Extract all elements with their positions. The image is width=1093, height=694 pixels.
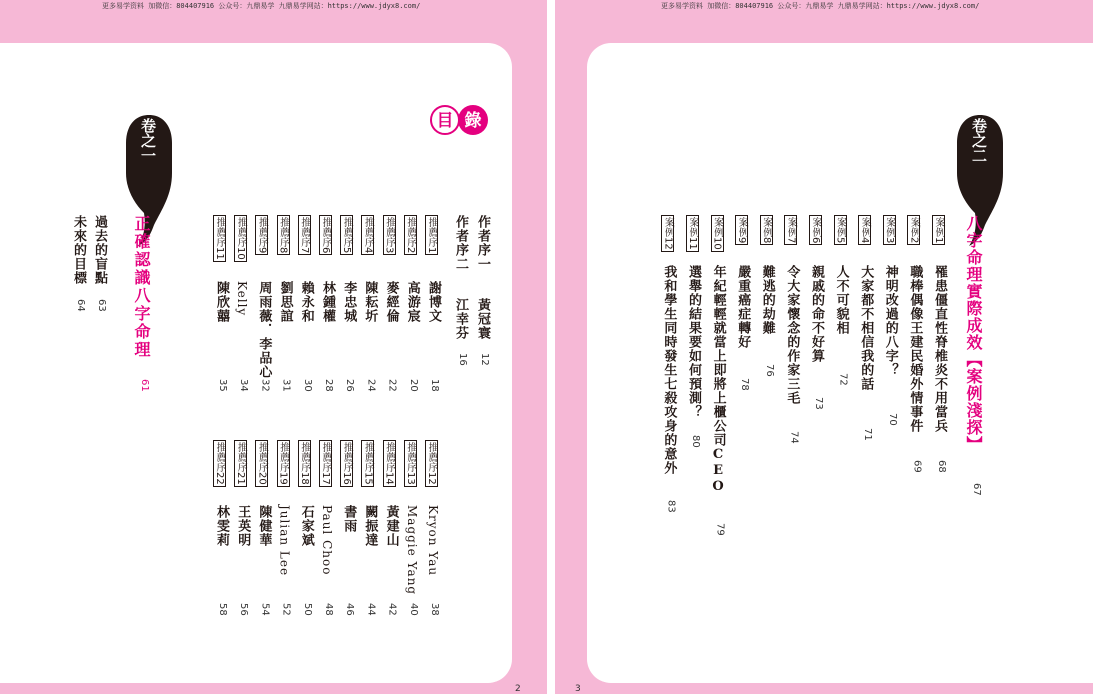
case-1-badge-number: 1	[933, 237, 944, 244]
recommend-17-badge-number: 17	[320, 472, 331, 485]
recommend-7-badge	[298, 215, 311, 255]
case-2-badge	[907, 215, 920, 245]
preface-1-name: 黃冠寰	[475, 298, 490, 340]
recommend-13-name: Maggie Yang	[404, 505, 419, 596]
recommend-21-badge	[234, 440, 247, 487]
chapter-1-title: 正確認識八字命理	[132, 215, 151, 359]
recommend-5-badge-number: 5	[341, 247, 353, 254]
case-7-badge-text: 案例	[785, 217, 797, 237]
preface-1-page: 12	[479, 353, 490, 366]
recommend-4-name: 陳耘圻	[362, 281, 378, 323]
recommend-22-badge-number: 22	[214, 472, 225, 485]
case-5-badge	[834, 215, 847, 245]
recommend-22-name: 林雯莉	[214, 505, 229, 547]
case-7-title: 令大家懷念的作家三毛	[784, 265, 800, 405]
recommend-5-page: 26	[344, 379, 356, 392]
case-4-badge	[858, 215, 871, 245]
recommend-9-page: 32	[259, 379, 271, 392]
recommend-14-badge-number: 14	[383, 472, 395, 485]
recommend-17-page: 48	[323, 603, 334, 616]
recommend-15-badge-number: 15	[362, 472, 374, 485]
recommend-4-badge-number: 4	[362, 247, 374, 254]
recommend-10-badge-number: 10	[235, 247, 247, 260]
recommend-4-badge-text: 推薦序	[362, 217, 374, 247]
recommend-18-badge-number: 18	[298, 472, 310, 485]
watermark-text-right: 更多易学资料 加微信：804407916 公众号：九鼎易学 九鼎易学网站：https://www.jdyx8.com/	[661, 2, 980, 10]
recommend-16-badge	[340, 440, 353, 487]
preface-2-name: 江幸芬	[453, 298, 468, 340]
case-11-title: 選舉的結果要如何預測？	[686, 265, 701, 419]
recommend-1-page: 18	[429, 379, 440, 392]
case-4-title: 大家都不相信我的話	[858, 265, 874, 391]
toc-heading-mu: 目	[436, 111, 454, 131]
recommend-17-badge-text: 推薦序	[320, 442, 331, 472]
case-6-badge-number: 6	[810, 237, 821, 244]
recommend-6-badge	[319, 215, 332, 255]
recommend-11-badge-text: 推薦序	[214, 217, 225, 247]
recommend-3-page: 22	[386, 379, 398, 392]
case-6-title: 親戚的命不好算	[809, 265, 824, 363]
recommend-21-name: 王英明	[235, 505, 251, 547]
recommend-12-badge	[425, 440, 438, 487]
right-page-panel	[587, 43, 1093, 683]
recommend-20-page: 54	[259, 603, 271, 616]
watermark-text: 更多易学资料 加微信：804407916 公众号：九鼎易学 九鼎易学网站：https://www.jdyx8.com/	[102, 2, 421, 10]
recommend-1-name: 謝博文	[426, 281, 441, 323]
preface-2-label: 作者序二	[453, 215, 468, 271]
recommend-10-badge-text: 推薦序	[235, 217, 247, 247]
recommend-1-badge-text: 推薦序	[426, 217, 437, 247]
chapter-1-item-1-title: 過去的盲點	[92, 215, 107, 285]
recommend-20-badge-number: 20	[256, 472, 268, 485]
case-7-badge-number: 7	[785, 237, 797, 244]
case-5-title: 人不可貌相	[833, 265, 849, 335]
chapter-1-item-2-page: 64	[75, 299, 86, 312]
recommend-12-page: 38	[429, 603, 440, 616]
case-11-badge-text: 案例	[687, 217, 698, 237]
case-4-page: 71	[862, 428, 874, 441]
recommend-20-badge	[255, 440, 268, 487]
recommend-15-badge-text: 推薦序	[362, 442, 374, 472]
case-8-title: 難逃的劫難	[759, 265, 775, 335]
case-1-badge	[932, 215, 945, 245]
recommend-17-badge	[319, 440, 332, 487]
recommend-5-badge	[340, 215, 353, 255]
recommend-8-badge-number: 8	[277, 247, 289, 254]
recommend-7-page: 30	[301, 379, 313, 392]
recommend-3-name: 麥經倫	[383, 281, 399, 323]
recommend-10-name: Kelly	[235, 281, 250, 317]
left-page-panel	[0, 43, 512, 683]
case-9-title: 嚴重癌症轉好	[735, 265, 751, 349]
preface-1-label: 作者序一	[475, 215, 490, 271]
volume-label: 卷之一	[139, 118, 157, 163]
recommend-20-badge-text: 推薦序	[256, 442, 268, 472]
case-2-title: 職棒偶像王建民婚外情事件	[907, 265, 923, 433]
case-8-badge	[760, 215, 773, 245]
recommend-13-badge-number: 13	[404, 472, 416, 485]
case-1-badge-text: 案例	[933, 217, 944, 237]
recommend-1-badge	[425, 215, 438, 255]
recommend-6-badge-number: 6	[320, 247, 331, 254]
case-6-badge	[809, 215, 822, 245]
case-3-badge-number: 3	[883, 237, 895, 244]
case-9-badge	[735, 215, 748, 245]
recommend-11-badge	[213, 215, 226, 262]
recommend-9-badge-number: 9	[256, 247, 268, 254]
recommend-10-badge	[234, 215, 247, 262]
case-8-page: 76	[763, 364, 775, 377]
toc-heading-lu: 錄	[464, 111, 482, 131]
case-6-badge-text: 案例	[810, 217, 821, 237]
recommend-22-badge-text: 推薦序	[214, 442, 225, 472]
case-10-badge-text: 案例	[711, 217, 723, 237]
case-2-badge-text: 案例	[908, 217, 920, 237]
recommend-19-badge-text: 推薦序	[277, 442, 289, 472]
recommend-21-page: 56	[238, 603, 250, 616]
recommend-4-page: 24	[365, 379, 377, 392]
case-1-title: 罹患僵直性脊椎炎不用當兵	[932, 265, 947, 433]
recommend-7-name: 賴永和	[298, 281, 314, 323]
case-5-badge-text: 案例	[834, 217, 846, 237]
recommend-13-page: 40	[407, 603, 419, 616]
recommend-15-badge	[361, 440, 374, 487]
preface-2-page: 16	[457, 353, 468, 366]
right-page	[555, 0, 1093, 694]
recommend-2-badge	[404, 215, 417, 255]
case-5-badge-number: 5	[834, 237, 846, 244]
case-1-page: 68	[936, 460, 947, 473]
case-12-badge	[661, 215, 674, 252]
toc-heading-icon	[428, 103, 518, 137]
recommend-21-badge-text: 推薦序	[235, 442, 247, 472]
case-9-page: 78	[739, 378, 751, 391]
case-9-badge-number: 9	[736, 237, 748, 244]
recommend-3-badge	[383, 215, 396, 255]
case-10-page: 79	[714, 523, 726, 536]
case-4-badge-text: 案例	[859, 217, 871, 237]
recommend-8-badge	[277, 215, 290, 255]
case-10-badge	[711, 215, 724, 252]
recommend-17-name: Paul Choo	[320, 505, 334, 576]
recommend-19-badge	[277, 440, 290, 487]
recommend-6-badge-text: 推薦序	[320, 217, 331, 247]
case-8-badge-text: 案例	[760, 217, 772, 237]
recommend-2-name: 高游宸	[404, 281, 420, 323]
recommend-18-badge	[298, 440, 311, 487]
recommend-19-name: Julian Lee	[277, 505, 292, 577]
recommend-16-page: 46	[344, 603, 356, 616]
case-2-badge-number: 2	[908, 237, 920, 244]
recommend-13-badge	[404, 440, 417, 487]
recommend-2-badge-text: 推薦序	[404, 217, 416, 247]
recommend-18-name: 石家斌	[298, 505, 314, 547]
page-number-left: 2	[515, 684, 521, 694]
recommend-6-page: 28	[323, 379, 334, 392]
recommend-14-badge	[383, 440, 396, 487]
case-12-title: 我和學生同時發生七殺攻身的意外	[661, 265, 677, 475]
case-10-badge-number: 10	[711, 237, 723, 250]
recommend-11-badge-number: 11	[214, 247, 225, 260]
recommend-15-page: 44	[365, 603, 377, 616]
case-10-title: 年紀輕輕就當上即將上櫃公司CEO	[710, 265, 726, 495]
case-8-badge-number: 8	[760, 237, 772, 244]
case-11-page: 80	[690, 435, 701, 448]
chapter-1-page: 61	[139, 379, 150, 392]
case-5-page: 72	[837, 373, 849, 386]
case-11-badge	[686, 215, 699, 252]
recommend-18-page: 50	[301, 603, 313, 616]
case-9-badge-text: 案例	[736, 217, 748, 237]
case-12-badge-number: 12	[662, 237, 674, 250]
recommend-16-name: 書雨	[341, 505, 357, 533]
case-3-page: 70	[886, 413, 898, 426]
recommend-2-badge-number: 2	[404, 247, 416, 254]
recommend-18-badge-text: 推薦序	[298, 442, 310, 472]
recommend-21-badge-number: 21	[235, 472, 247, 485]
recommend-19-badge-number: 19	[277, 472, 289, 485]
recommend-11-name: 陳欣囍	[214, 281, 229, 323]
case-3-title: 神明改過的八字？	[882, 265, 898, 377]
chapter-1-item-1-page: 63	[96, 299, 107, 312]
recommend-16-badge-number: 16	[341, 472, 353, 485]
recommend-3-badge-number: 3	[383, 247, 395, 254]
recommend-12-name: Kryon Yau	[426, 505, 440, 577]
recommend-9-badge-text: 推薦序	[256, 217, 268, 247]
recommend-8-badge-text: 推薦序	[277, 217, 289, 247]
recommend-13-badge-text: 推薦序	[404, 442, 416, 472]
chapter-2-title: 八字命理實際成效【案例淺探】	[964, 215, 983, 453]
recommend-14-name: 黃建山	[383, 505, 399, 547]
recommend-20-name: 陳健華	[256, 505, 272, 547]
case-7-page: 74	[788, 431, 800, 444]
recommend-7-badge-number: 7	[298, 247, 310, 254]
case-6-page: 73	[813, 397, 824, 410]
recommend-1-badge-number: 1	[426, 247, 437, 254]
page-number-right: 3	[575, 684, 581, 694]
recommend-19-page: 52	[280, 603, 292, 616]
chapter-1-item-2-title: 未來的目標	[71, 215, 86, 285]
recommend-16-badge-text: 推薦序	[341, 442, 353, 472]
recommend-10-page: 34	[238, 379, 250, 392]
chapter-2-page: 67	[971, 483, 982, 496]
recommend-3-badge-text: 推薦序	[383, 217, 395, 247]
case-12-page: 83	[665, 500, 677, 513]
page-gutter	[547, 0, 555, 694]
case-3-badge	[883, 215, 896, 245]
case-12-badge-text: 案例	[662, 217, 674, 237]
case-3-badge-text: 案例	[883, 217, 895, 237]
recommend-11-page: 35	[217, 379, 228, 392]
recommend-5-name: 李忠城	[341, 281, 357, 323]
volume-label-2: 卷之二	[970, 118, 988, 163]
recommend-4-badge	[361, 215, 374, 255]
recommend-22-badge	[213, 440, 226, 487]
recommend-8-name: 劉思誼	[277, 281, 293, 323]
case-4-badge-number: 4	[859, 237, 871, 244]
recommend-6-name: 林鍾權	[320, 281, 335, 323]
case-11-badge-number: 11	[687, 237, 698, 250]
recommend-7-badge-text: 推薦序	[298, 217, 310, 247]
recommend-15-name: 闕振達	[362, 505, 378, 547]
recommend-9-badge	[255, 215, 268, 255]
recommend-22-page: 58	[217, 603, 228, 616]
recommend-12-badge-text: 推薦序	[426, 442, 437, 472]
recommend-9-name: 周雨薇．李品心	[256, 281, 272, 379]
case-7-badge	[784, 215, 797, 245]
recommend-12-badge-number: 12	[426, 472, 437, 485]
recommend-8-page: 31	[280, 379, 292, 392]
recommend-2-page: 20	[407, 379, 419, 392]
recommend-14-page: 42	[386, 603, 398, 616]
recommend-14-badge-text: 推薦序	[383, 442, 395, 472]
case-2-page: 69	[911, 460, 923, 473]
recommend-5-badge-text: 推薦序	[341, 217, 353, 247]
